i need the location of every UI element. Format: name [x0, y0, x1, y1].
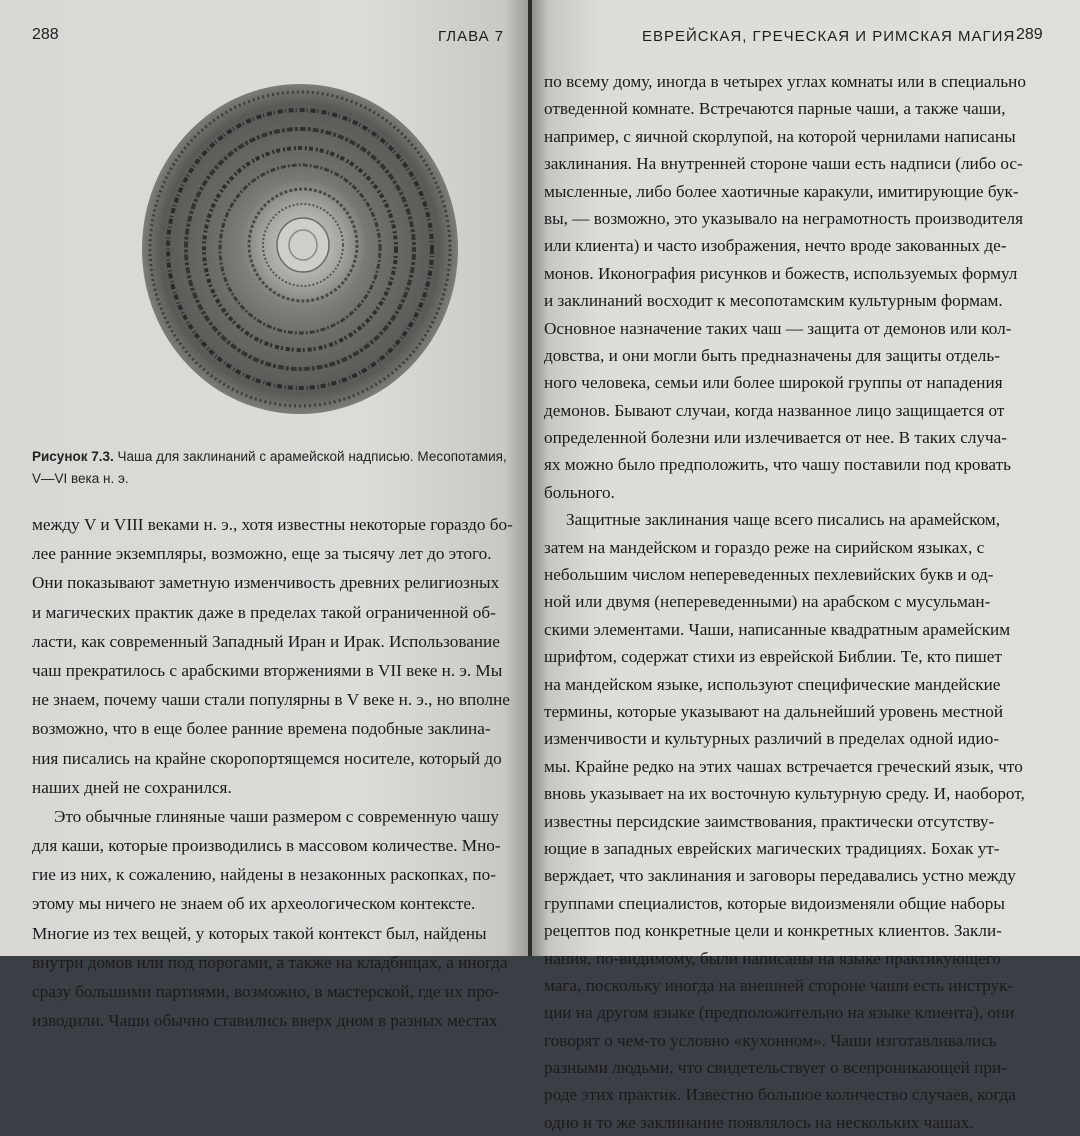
text-line: лее ранние экземпляры, возможно, еще за тысячу лет до этого. — [32, 544, 492, 564]
text-line: ного человека, семьи или более широкой группы от нападения — [544, 373, 1003, 393]
incantation-bowl-photo — [140, 82, 460, 417]
text-line: Основное назначение таких чаш — защита от демонов или кол- — [544, 318, 1012, 338]
text-line: этому мы ничего не знаем об их археологическом контексте. — [32, 894, 476, 914]
text-line: ции на другом языке (предположительно на языке клиента), они — [544, 1003, 1015, 1023]
text-line: ласти, как современный Западный Иран и Ирак. Использование — [32, 631, 500, 651]
text-line: затем на мандейском и гораздо реже на сирийском языках, с — [544, 537, 985, 557]
text-line: для каши, которые производились в массовом количестве. Мно- — [32, 836, 501, 856]
text-line: ния писались на крайне скоропортящемся носителе, который до — [32, 748, 502, 768]
text-line: роде этих практик. Известно большое количество случаев, когда — [544, 1085, 1016, 1105]
text-line: скими элементами. Чаши, написанные квадратным арамейским — [544, 619, 1011, 639]
figure-caption-label: Рисунок 7.3. — [32, 449, 114, 464]
right-page-text — [544, 68, 1064, 1136]
text-line: или клиента) и часто изображения, нечто вроде закованных де- — [544, 236, 1007, 256]
text-line: чаш прекратилось с арабскими вторжениями в VII веке н. э. Мы — [32, 660, 503, 680]
text-line: мы. Крайне редко на этих чашах встречается греческий язык, что — [544, 756, 1023, 776]
text-line: монов. Иконография рисунков и божеств, используемых формул — [544, 263, 1018, 283]
right-page — [532, 0, 1080, 1132]
running-head-right: ЕВРЕЙСКАЯ, ГРЕЧЕСКАЯ И РИМСКАЯ МАГИЯ — [642, 28, 1016, 45]
text-line: мага, поскольку иногда на внешней стороне чаши есть инструк- — [544, 975, 1014, 995]
left-page-text — [32, 510, 524, 1035]
text-line: определенной болезни или излечивается от нее. В таких случа- — [544, 428, 1008, 448]
text-line: одно и то же заклинание появлялось на нескольких чашах. — [544, 1112, 974, 1132]
text-line: ях можно было предположить, что чашу поставили под кровать — [544, 455, 1011, 475]
text-line: не знаем, почему чаши стали популярны в V веке н. э., но вполне — [32, 690, 510, 710]
text-line: известны персидские заимствования, практически отсутству- — [544, 811, 995, 831]
text-line: внутри домов или под порогами, а также на кладбищах, а иногда — [32, 952, 508, 972]
text-line: сразу большими партиями, возможно, в мастерской, где их про- — [32, 982, 500, 1001]
text-line: верждает, что заклинания и заговоры передавались устно между — [544, 866, 1016, 886]
figure-caption — [32, 446, 512, 490]
figure-bowl-image — [140, 82, 460, 417]
text-line: возможно, что в еще более ранние времена подобные заклина- — [32, 719, 491, 739]
text-line: заклинания. На внутренней стороне чаши есть надписи (либо ос- — [544, 154, 1023, 174]
text-line: говорят о чем-то условно «кухонном». Чаши изготавливались — [544, 1030, 997, 1050]
text-line: Это обычные глиняные чаши размером с современную чашу — [54, 806, 499, 826]
text-line: ной или двумя (непереведенными) на арабском с мусульман- — [544, 592, 991, 612]
text-line: наших дней не сохранился. — [32, 777, 232, 797]
text-line: изводили. Чаши обычно ставились вверх дном в разных местах — [32, 1011, 498, 1031]
text-line: вновь указывает на их восточную культурную среду. И, наоборот, — [544, 784, 1025, 804]
text-line: отведенной комнате. Встречаются парные чаши, а также чаши, — [544, 99, 1006, 119]
text-line: на мандейском языке, используют специфические мандейские — [544, 674, 1001, 694]
text-line: мысленные, либо более хаотичные каракули, имитирующие бук- — [544, 181, 1019, 201]
running-head-left: ГЛАВА 7 — [438, 28, 505, 45]
page-number-right: 289 — [1016, 26, 1043, 43]
text-line: изменчивости и культурных различий в пределах одной идио- — [544, 729, 1000, 749]
figure-caption-text2: V—VI века н. э. — [32, 471, 129, 486]
text-line: разными людьми, что свидетельствует о всепроникающей при- — [544, 1058, 1007, 1078]
text-line: демонов. Бывают случаи, когда названное лицо защищается от — [544, 400, 1005, 420]
text-line: и магических практик даже в пределах такой ограниченной об- — [32, 602, 496, 622]
text-line: по всему дому, иногда в четырех углах комнаты или в специально — [544, 72, 1026, 91]
text-line: довства, и они могли быть предназначены для защиты отдель- — [544, 345, 1000, 365]
text-line: Многие из тех вещей, у которых такой контекст был, найдены — [32, 923, 487, 943]
text-line: группами специалистов, которые видоизменяли общие наборы — [544, 893, 1005, 913]
text-line: шрифтом, содержат стихи из еврейской Библии. Те, кто пишет — [544, 647, 1002, 667]
text-line: небольшим числом непереведенных пехлевийских букв и од- — [544, 565, 994, 585]
text-line: нания, по-видимому, были написаны на языке практикующего — [544, 948, 1001, 968]
text-line: например, с яичной скорлупой, на которой чернилами написаны — [544, 126, 1016, 146]
text-line: термины, которые указывают на дальнейший уровень местной — [544, 701, 1004, 721]
left-page — [0, 0, 530, 1031]
text-line: между V и VIII веками н. э., хотя известны некоторые гораздо бо- — [32, 515, 513, 534]
text-line: рецептов под конкретные цели и конкретных клиентов. Закли- — [544, 921, 1002, 941]
text-line: и заклинаний восходит к месопотамским культурным формам. — [544, 291, 1003, 311]
text-line: Защитные заклинания чаще всего писались на арамейском, — [566, 510, 1001, 530]
figure-caption-text: Чаша для заклинаний с арамейской надписью. Месопотамия, — [117, 449, 507, 464]
text-line: ющие в западных еврейских магических традициях. Бохак ут- — [544, 838, 1000, 858]
text-line: Они показывают заметную изменчивость древних религиозных — [32, 573, 500, 593]
text-line: вы, — возможно, это указывало на неграмотность производителя — [544, 208, 1024, 228]
page-number-left: 288 — [32, 26, 59, 43]
text-line: больного. — [544, 482, 615, 502]
text-line: гие из них, к сожалению, найдены в незаконных раскопках, по- — [32, 865, 496, 885]
